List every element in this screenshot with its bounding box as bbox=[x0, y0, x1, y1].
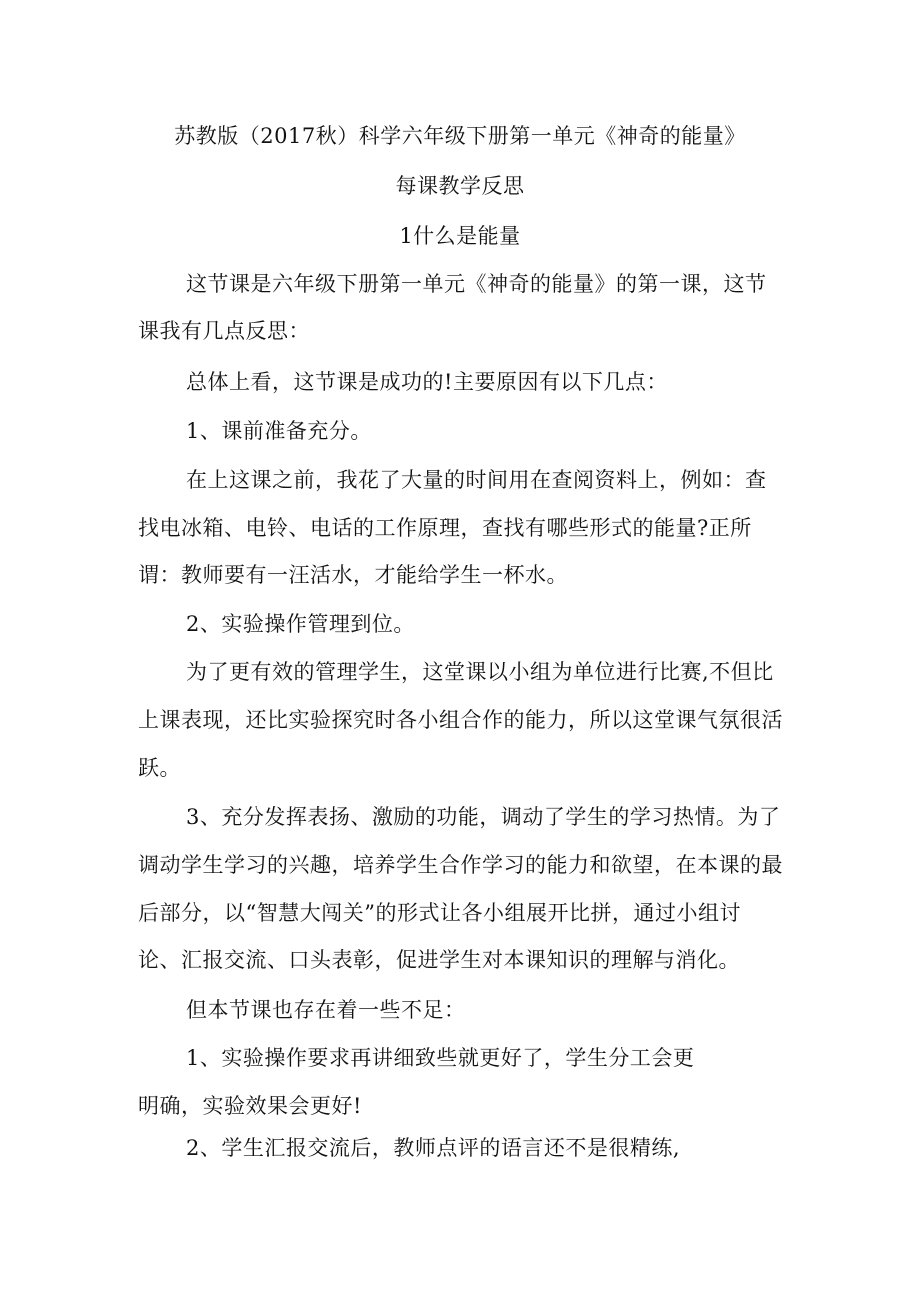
lesson-title: 1什么是能量 bbox=[399, 224, 521, 248]
paragraph-line: 明确，实验效果会更好! bbox=[138, 1094, 362, 1118]
list-heading: 1、课前准备充分。 bbox=[186, 419, 372, 443]
paragraph-line: 谓：教师要有一汪活水，才能给学生一杯水。 bbox=[138, 563, 568, 587]
paragraph-line: 为了更有效的管理学生，这堂课以小组为单位进行比赛,不但比 bbox=[186, 660, 774, 684]
paragraph-line: 后部分，以“智慧大闯关”的形式让各小组展开比拼，通过小组讨 bbox=[138, 901, 741, 925]
paragraph-line: 总体上看，这节课是成功的!主要原因有以下几点： bbox=[186, 370, 668, 394]
paragraph-line: 课我有几点反思： bbox=[138, 319, 310, 343]
paragraph-line: 论、汇报交流、口头表彰，促进学生对本课知识的理解与消化。 bbox=[138, 948, 740, 972]
list-heading: 2、实验操作管理到位。 bbox=[186, 612, 415, 636]
paragraph-line: 这节课是六年级下册第一单元《神奇的能量》的第一课，这节 bbox=[186, 272, 767, 296]
paragraph-line: 但本节课也存在着一些不足： bbox=[186, 998, 466, 1022]
list-heading: 2、学生汇报交流后，教师点评的语言还不是很精练, bbox=[186, 1136, 681, 1160]
paragraph-line: 跃。 bbox=[138, 756, 181, 780]
document-subtitle: 每课教学反思 bbox=[395, 174, 525, 198]
paragraph-line: 调动学生学习的兴趣，培养学生合作学习的能力和欲望，在本课的最 bbox=[138, 853, 783, 877]
paragraph-line: 上课表现，还比实验探究时各小组合作的能力，所以这堂课气氛很活 bbox=[138, 708, 783, 732]
paragraph-line: 在上这课之前，我花了大量的时间用在查阅资料上，例如：查 bbox=[186, 468, 767, 492]
paragraph-line: 找电冰箱、电铃、电话的工作原理，查找有哪些形式的能量?正所 bbox=[138, 516, 752, 540]
list-heading: 3、充分发挥表扬、激励的功能，调动了学生的学习热情。为了 bbox=[186, 805, 781, 829]
list-heading: 1、实验操作要求再讲细致些就更好了，学生分工会更 bbox=[186, 1046, 695, 1070]
document-title: 苏教版（2017秋）科学六年级下册第一单元《神奇的能量》 bbox=[174, 124, 746, 148]
